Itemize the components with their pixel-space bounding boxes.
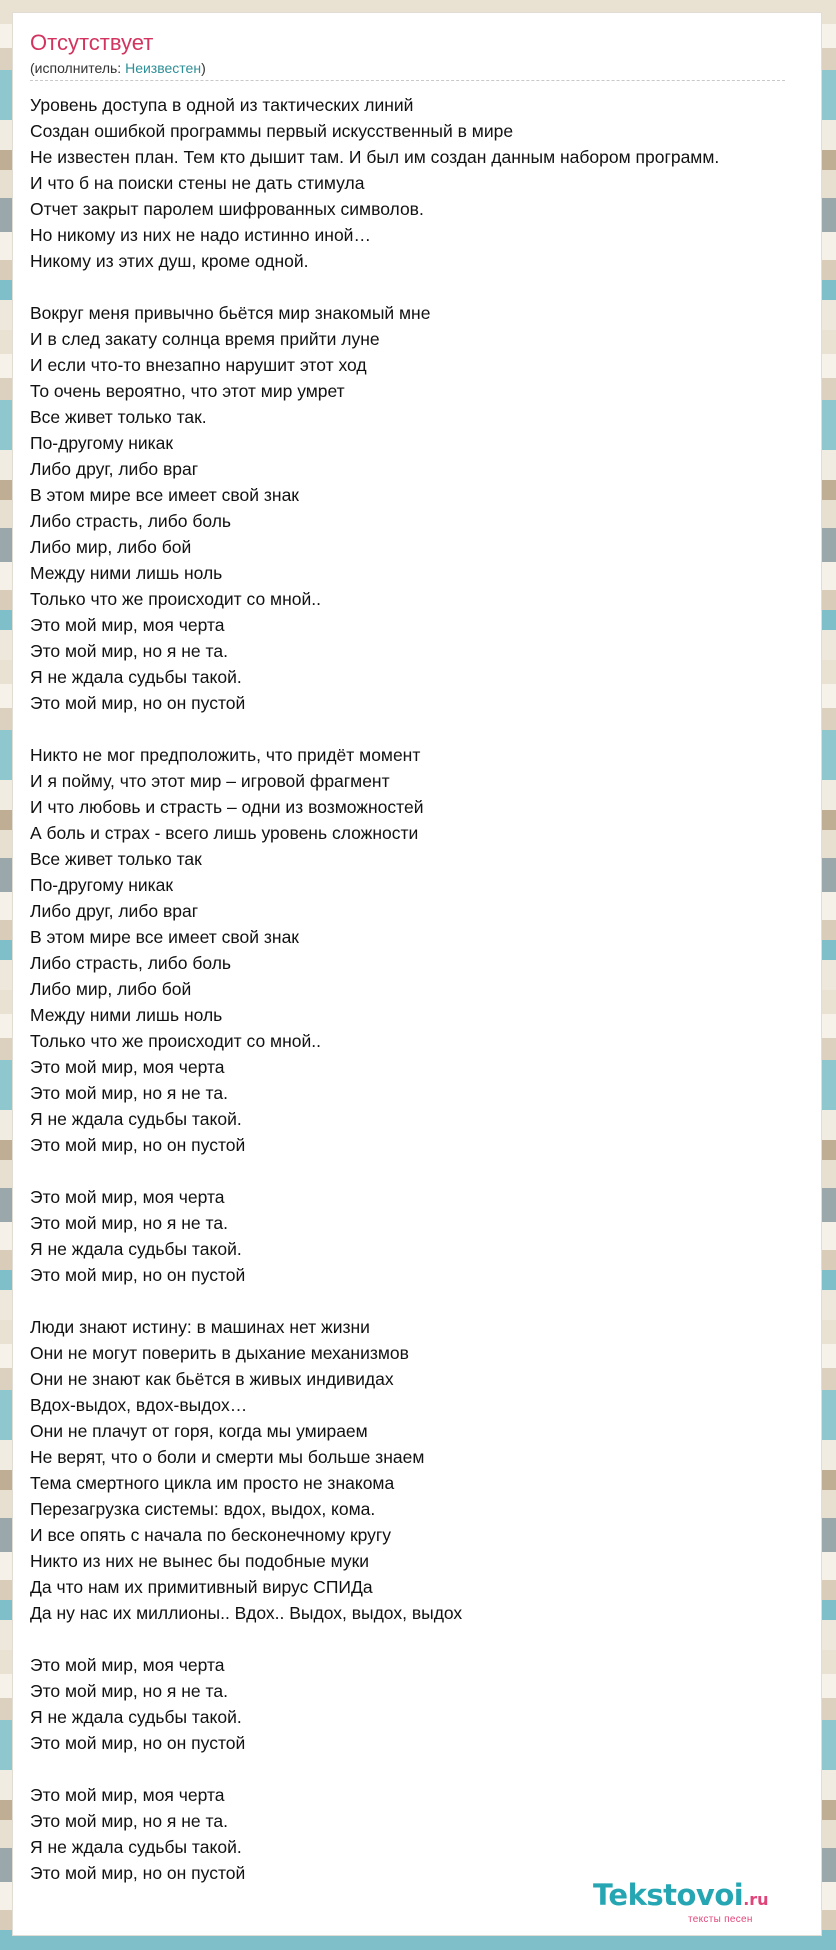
lyric-line: Да что нам их примитивный вирус СПИДа — [30, 1577, 373, 1597]
lyric-line — [30, 1626, 820, 1652]
lyric-line: Это мой мир, но я не та. — [30, 1083, 228, 1103]
logo-tld: .ru — [743, 1890, 769, 1909]
lyric-line — [30, 1158, 820, 1184]
lyric-line: А боль и страх - всего лишь уровень сложности — [30, 823, 419, 843]
lyric-line: Все живет только так. — [30, 407, 207, 427]
lyric-line: Они не плачут от горя, когда мы умираем — [30, 1421, 368, 1441]
lyric-line: Отчет закрыт паролем шифрованных символов. — [30, 199, 424, 219]
lyric-line: Это мой мир, моя черта — [30, 615, 225, 635]
lyric-line: По-другому никак — [30, 433, 174, 453]
lyric-line — [30, 1288, 820, 1314]
lyric-line: Перезагрузка системы: вдох, выдох, кома. — [30, 1499, 376, 1519]
lyric-line: Это мой мир, но я не та. — [30, 1213, 228, 1233]
lyric-line: В этом мире все имеет свой знак — [30, 927, 299, 947]
lyric-line: В этом мире все имеет свой знак — [30, 485, 299, 505]
lyric-line: И если что-то внезапно нарушит этот ход — [30, 355, 367, 375]
lyric-line: Только что же происходит со мной.. — [30, 1031, 321, 1051]
lyric-line: Либо страсть, либо боль — [30, 953, 232, 973]
lyric-line: Не известен план. Тем кто дышит там. И был им создан данным набором программ. — [30, 147, 720, 167]
lyric-line — [30, 274, 820, 300]
lyric-line: Это мой мир, но я не та. — [30, 1811, 228, 1831]
logo-tagline: тексты песен — [688, 1914, 753, 1925]
lyric-line: Либо страсть, либо боль — [30, 511, 232, 531]
lyric-line: Это мой мир, но я не та. — [30, 641, 228, 661]
lyric-line: Это мой мир, но я не та. — [30, 1681, 228, 1701]
lyric-line: Я не ждала судьбы такой. — [30, 667, 242, 687]
song-title: Отсутствует — [30, 30, 154, 55]
lyric-line: Не верят, что о боли и смерти мы больше знаем — [30, 1447, 425, 1467]
artist-prefix: (исполнитель: — [30, 60, 126, 76]
lyric-line: И все опять с начала по бесконечному кругу — [30, 1525, 392, 1545]
lyric-line: Это мой мир, но он пустой — [30, 1863, 246, 1883]
lyric-line: Вокруг меня привычно бьётся мир знакомый мне — [30, 303, 431, 323]
artist-suffix: ) — [201, 60, 206, 76]
lyric-line: Они не знают как бьётся в живых индивидах — [30, 1369, 394, 1389]
lyric-line: Я не ждала судьбы такой. — [30, 1707, 242, 1727]
lyric-line: Все живет только так — [30, 849, 202, 869]
title-divider — [30, 80, 785, 81]
lyric-line: Либо друг, либо враг — [30, 459, 199, 479]
lyric-line: Я не ждала судьбы такой. — [30, 1837, 242, 1857]
lyric-line: Никто из них не вынес бы подобные муки — [30, 1551, 370, 1571]
site-logo[interactable] — [593, 1878, 803, 1926]
lyric-line: Это мой мир, моя черта — [30, 1785, 225, 1805]
artist-line — [30, 60, 206, 76]
lyric-line: По-другому никак — [30, 875, 174, 895]
lyric-line: Это мой мир, моя черта — [30, 1655, 225, 1675]
lyric-line — [30, 1756, 820, 1782]
lyric-line: Это мой мир, но он пустой — [30, 1733, 246, 1753]
lyric-line: И что б на поиски стены не дать стимула — [30, 173, 365, 193]
lyric-line: Я не ждала судьбы такой. — [30, 1239, 242, 1259]
lyric-line: Тема смертного цикла им просто не знакома — [30, 1473, 395, 1493]
lyric-line: Либо мир, либо бой — [30, 979, 192, 999]
lyric-line: Вдох-выдох, вдох-выдох… — [30, 1395, 248, 1415]
lyric-line: Да ну нас их миллионы.. Вдох.. Выдох, выдох, выдох — [30, 1603, 463, 1623]
lyric-line: Это мой мир, но он пустой — [30, 693, 246, 713]
lyric-line: Создан ошибкой программы первый искусственный в мире — [30, 121, 514, 141]
lyric-line: Уровень доступа в одной из тактических линий — [30, 95, 414, 115]
lyric-line: И в след закату солнца время прийти луне — [30, 329, 380, 349]
lyric-line: Они не могут поверить в дыхание механизмов — [30, 1343, 409, 1363]
logo-name: Tekstovoi — [593, 1878, 744, 1912]
lyrics-body — [30, 92, 820, 1886]
lyric-line: Между ними лишь ноль — [30, 1005, 223, 1025]
lyric-line: Никому из этих душ, кроме одной. — [30, 251, 309, 271]
lyric-line: И я пойму, что этот мир – игровой фрагмент — [30, 771, 390, 791]
lyric-line: То очень вероятно, что этот мир умрет — [30, 381, 345, 401]
lyric-line: Никто не мог предположить, что придёт момент — [30, 745, 421, 765]
lyric-line — [30, 716, 820, 742]
lyric-line: Люди знают истину: в машинах нет жизни — [30, 1317, 370, 1337]
lyric-line: Но никому из них не надо истинно иной… — [30, 225, 371, 245]
lyric-line: И что любовь и страсть – одни из возможностей — [30, 797, 424, 817]
lyric-line: Между ними лишь ноль — [30, 563, 223, 583]
lyric-line: Это мой мир, моя черта — [30, 1187, 225, 1207]
lyric-line: Либо мир, либо бой — [30, 537, 192, 557]
lyric-line: Либо друг, либо враг — [30, 901, 199, 921]
lyric-line: Только что же происходит со мной.. — [30, 589, 321, 609]
lyric-line: Это мой мир, но он пустой — [30, 1135, 246, 1155]
artist-link[interactable]: Неизвестен — [125, 60, 202, 76]
lyric-line: Это мой мир, моя черта — [30, 1057, 225, 1077]
logo-wordmark — [593, 1878, 769, 1912]
lyric-line: Я не ждала судьбы такой. — [30, 1109, 242, 1129]
lyric-line: Это мой мир, но он пустой — [30, 1265, 246, 1285]
